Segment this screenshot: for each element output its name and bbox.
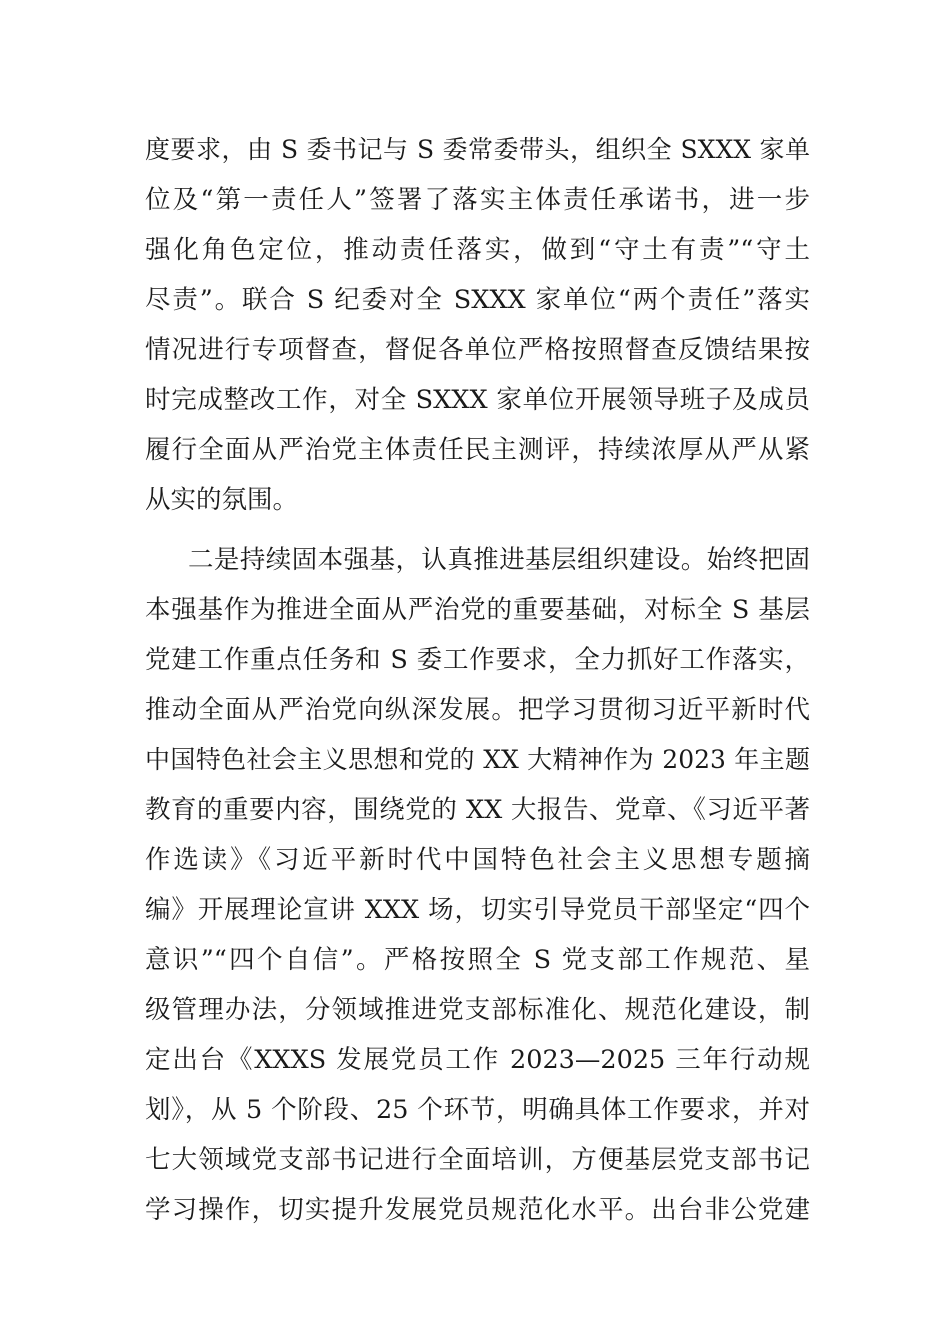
- text-line: 推动全面从严治党向纵深发展。把学习贯彻习近平新时代: [145, 695, 810, 725]
- text-line: 党建工作重点任务和 S 委工作要求，全力抓好工作落实，: [145, 645, 810, 675]
- text-line: 教育的重要内容，围绕党的 XX 大报告、党章、《习近平著: [145, 795, 810, 825]
- text-line: 级管理办法，分领域推进党支部标准化、规范化建设，制: [145, 995, 810, 1025]
- text-line: 本强基作为推进全面从严治党的重要基础，对标全 S 基层: [145, 595, 810, 625]
- text-line: 情况进行专项督查，督促各单位严格按照督查反馈结果按: [145, 335, 810, 365]
- text-line: 履行全面从严治党主体责任民主测评，持续浓厚从严从紧: [145, 435, 810, 465]
- text-line: 尽责”。联合 S 纪委对全 SXXX 家单位“两个责任”落实: [145, 285, 810, 315]
- text-line: 定出台《XXXS 发展党员工作 2023—2025 三年行动规: [145, 1045, 810, 1075]
- text-line: 强化角色定位，推动责任落实，做到“守土有责”“守土: [145, 235, 810, 265]
- text-line: 学习操作，切实提升发展党员规范化水平。出台非公党建: [145, 1195, 810, 1225]
- text-line: 位及“第一责任人”签署了落实主体责任承诺书，进一步: [145, 185, 810, 215]
- text-line: 编》开展理论宣讲 XXX 场，切实引导党员干部坚定“四个: [145, 895, 810, 925]
- text-line: 中国特色社会主义思想和党的 XX 大精神作为 2023 年主题: [145, 745, 810, 774]
- text-line: 度要求，由 S 委书记与 S 委常委带头，组织全 SXXX 家单: [145, 135, 810, 164]
- paragraph-first-line: 二是持续固本强基，认真推进基层组织建设。始终把固: [188, 545, 810, 575]
- text-line: 作选读》《习近平新时代中国特色社会主义思想专题摘: [145, 845, 810, 875]
- text-line: 划》，从 5 个阶段、25 个环节，明确具体工作要求，并对: [145, 1095, 810, 1125]
- text-line: 时完成整改工作，对全 SXXX 家单位开展领导班子及成员: [145, 385, 810, 415]
- paragraph-end-line: 从实的氛围。: [145, 485, 299, 515]
- text-line: 意识”“四个自信”。严格按照全 S 党支部工作规范、星: [145, 945, 810, 975]
- text-line: 七大领域党支部书记进行全面培训，方便基层党支部书记: [145, 1145, 810, 1175]
